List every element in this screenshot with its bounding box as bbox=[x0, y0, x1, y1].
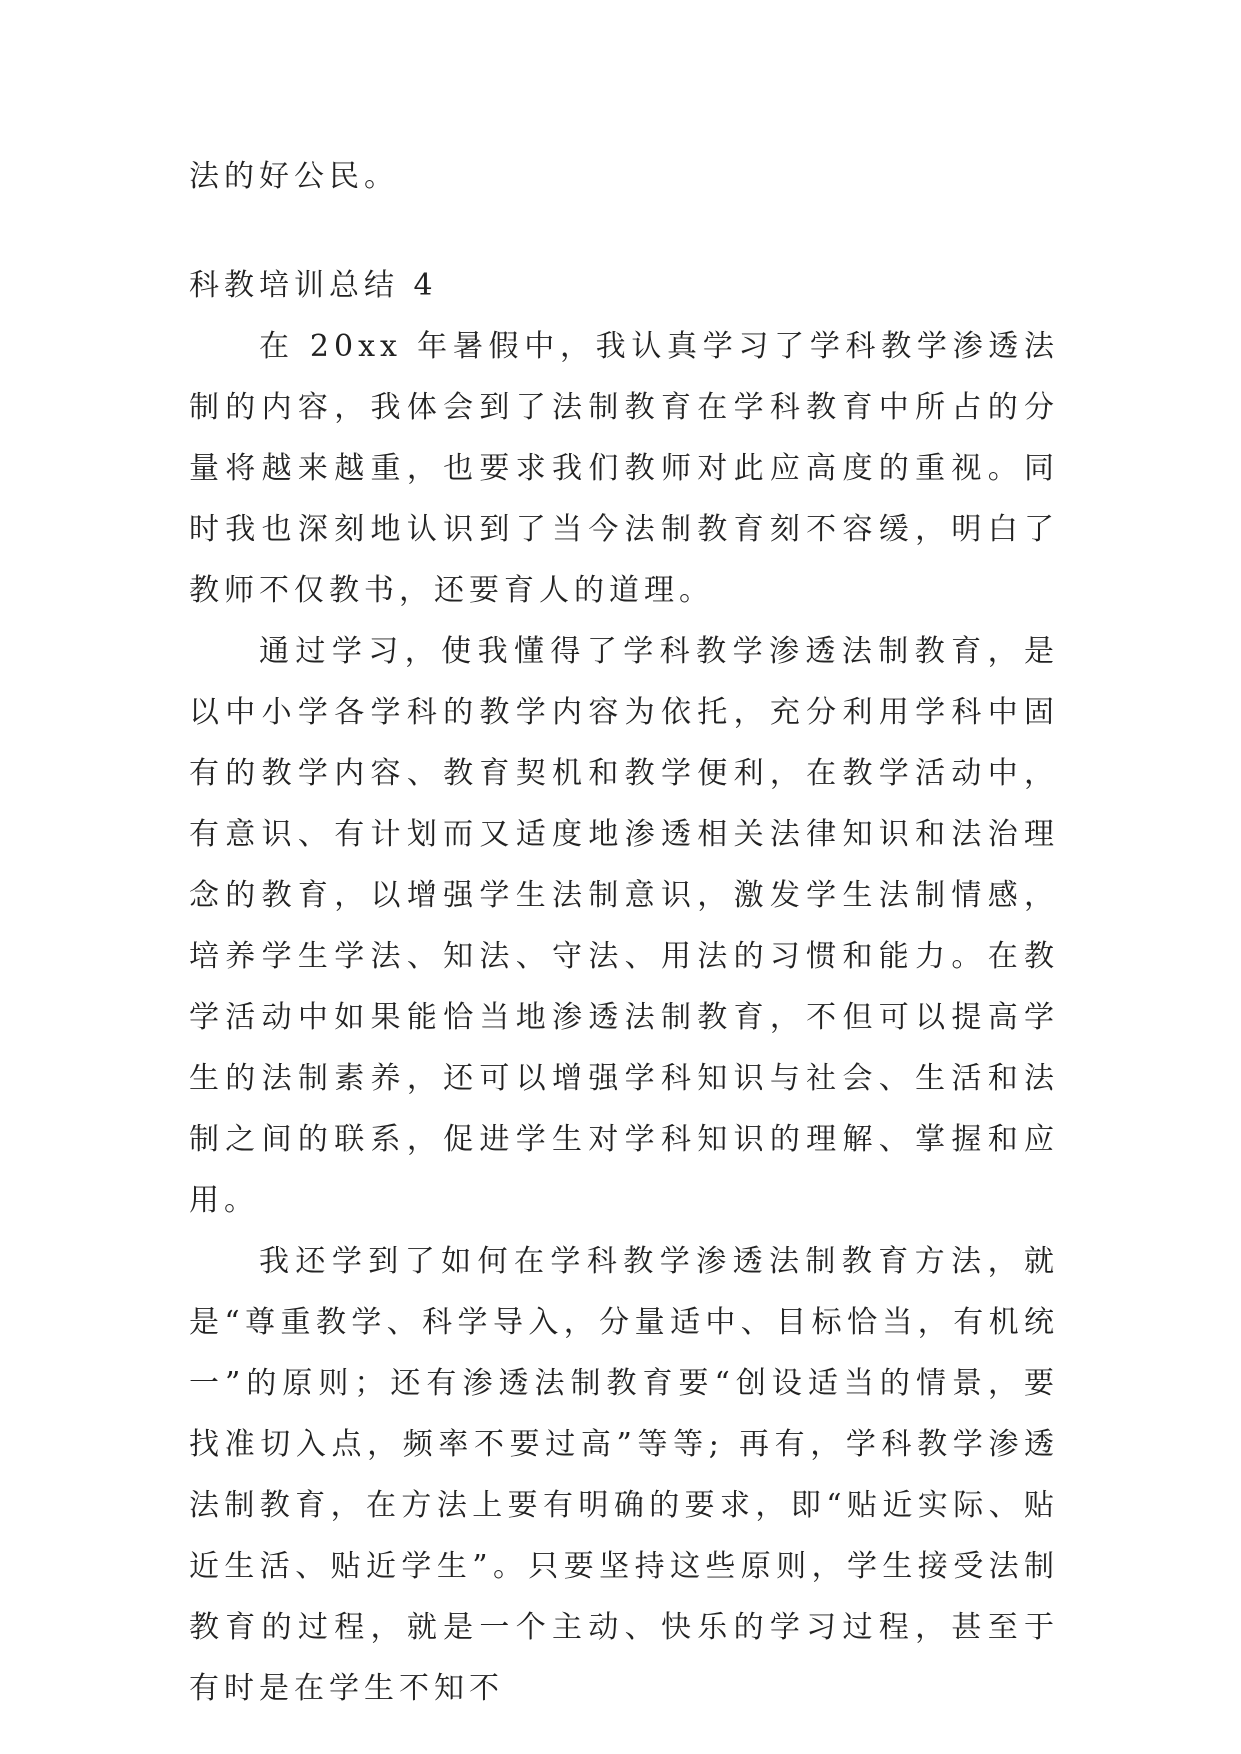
section-title: 科教培训总结 4 bbox=[189, 268, 438, 303]
document-body bbox=[189, 146, 1059, 1719]
lead-line: 法的好公民。 bbox=[189, 159, 399, 194]
paragraph-3: 我还学到了如何在学科教学渗透法制教育方法，就是“尊重教学、科学导入，分量适中、目标恰当，有机统一”的原则；还有渗透法制教育要“创设适当的情景，要找准切入点，频率不要过高”等等; 再有，学科教学渗透法制教育，在方法上要有明确的要求，即“贴近实际、贴近生活、贴近学生”。只要坚持这些原则，学生接受法制教育的过程，就是一个主动、快乐的学习过程，甚至于有时是在学生不知不 bbox=[189, 1244, 1059, 1706]
paragraph-1: 在 20xx 年暑假中，我认真学习了学科教学渗透法制的内容，我体会到了法制教育在学科教育中所占的分量将越来越重，也要求我们教师对此应高度的重视。同时我也深刻地认识到了当今法制教育刻不容缓，明白了教师不仅教书，还要育人的道理。 bbox=[189, 329, 1059, 608]
paragraph-2: 通过学习，使我懂得了学科教学渗透法制教育，是以中小学各学科的教学内容为依托，充分利用学科中固有的教学内容、教育契机和教学便利，在教学活动中，有意识、有计划而又适度地渗透相关法律知识和法治理念的教育，以增强学生法制意识，激发学生法制情感，培养学生学法、知法、守法、用法的习惯和能力。在教学活动中如果能恰当地渗透法制教育，不但可以提高学生的法制素养，还可以增强学科知识与社会、生活和法制之间的联系，促进学生对学科知识的理解、掌握和应用。 bbox=[189, 634, 1059, 1218]
